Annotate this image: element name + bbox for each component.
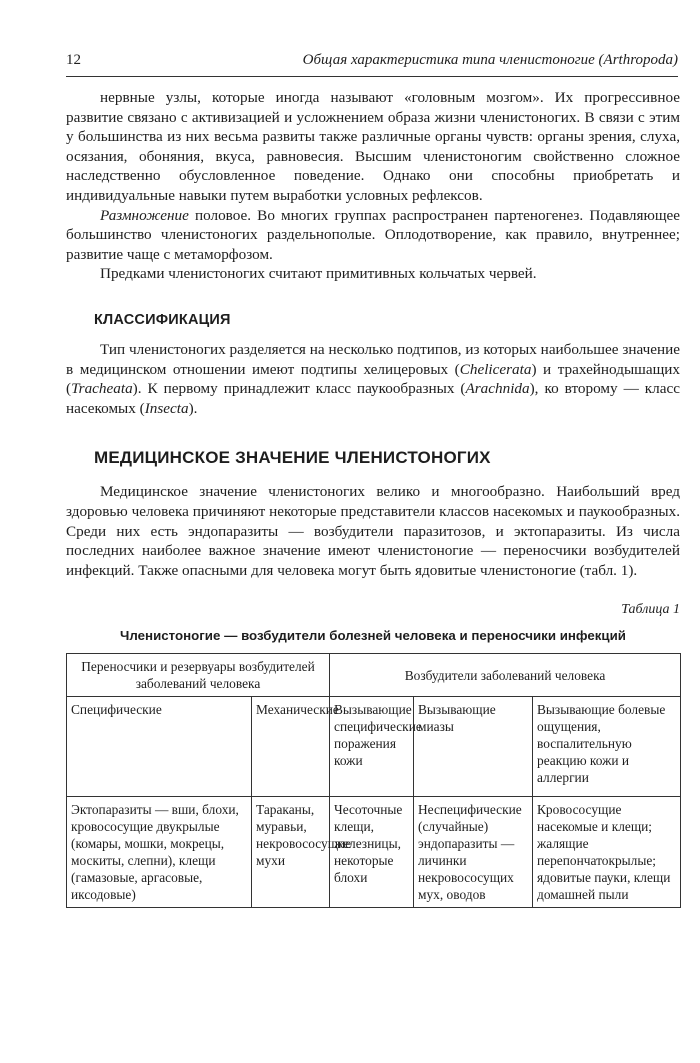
latin-chelicerata: Chelicerata <box>459 360 532 378</box>
reproduction-term: Размножение <box>100 206 189 224</box>
table-column-header-row <box>67 697 681 797</box>
latin-tracheata: Tracheata <box>71 380 133 398</box>
table-group-pathogens: Возбудители заболеваний человека <box>330 654 681 697</box>
classification-text-3: ). К первому принадлежит класс паукообразных ( <box>132 380 466 398</box>
table-column-header: Механические <box>252 697 330 797</box>
latin-insecta: Insecta <box>144 399 189 417</box>
table-column-header: Вызывающие болевые ощущения, воспалительную реакцию кожи и аллергии <box>533 697 681 797</box>
classification-paragraph <box>66 340 680 418</box>
classification-text-1: Тип членистоногих разделяется на несколько подтипов, из которых наибольшее значение в медицинском отношении имеют подтипы хелицеровых ( <box>66 340 680 378</box>
table-column-header: Вызывающие специфические поражения кожи <box>330 697 414 797</box>
table-title: Членистоногие — возбудители болезней человека и переносчики инфекций <box>120 628 626 644</box>
table-cell: Кровососущие насекомые и клещи; жалящие перепончатокрылые; ядовитые пауки, клещи домашней пыли <box>533 797 681 908</box>
table-column-header: Вызывающие миазы <box>414 697 533 797</box>
medical-paragraph: Медицинское значение членистоногих велико и многообразно. Наибольший вред здоровью человека причиняют некоторые представители классов насекомых и паукообразных. Среди них есть эндопаразиты — возбудители паразитозов, и эктопаразиты. Из числа последних наиболее важное значение имеют членистоногие — переносчики возбудителей инфекций. Также опасными для человека могут быть ядовитые членистоногие (табл. 1). <box>66 483 680 579</box>
table-label: Таблица 1 <box>621 602 680 618</box>
classification-text-2: ) и трахейнодышащих ( <box>66 360 681 398</box>
classification-heading: КЛАССИФИКАЦИЯ <box>94 311 231 328</box>
header-rule <box>66 76 678 77</box>
table-row <box>67 797 681 908</box>
table-cell: Чесоточные клещи, железницы, некоторые блохи <box>330 797 414 908</box>
latin-arachnida: Arachnida <box>465 380 530 398</box>
running-head: Общая характеристика типа членистоногие (Arthropoda) <box>302 52 678 68</box>
classification-text-5: ). <box>188 399 198 417</box>
table-group-carriers: Переносчики и резервуары возбудителей заболеваний человека <box>67 654 330 697</box>
reproduction-text: половое. Во многих группах распространен партеногенез. Подавляющее большинство членистоногих раздельнополые. Оплодотворение, как правило, внутреннее; развитие чаще с метаморфозом. <box>66 206 680 263</box>
table-column-header: Специфические <box>67 697 252 797</box>
table-group-header-row <box>67 654 681 697</box>
medical-heading: МЕДИЦИНСКОЕ ЗНАЧЕНИЕ ЧЛЕНИСТОНОГИХ <box>94 448 491 468</box>
table-cell: Неспецифические (случайные) эндопаразиты — личинки некровососущих мух, оводов <box>414 797 533 908</box>
page-content <box>66 88 680 908</box>
intro-paragraph-1: нервные узлы, которые иногда называют «головным мозгом». Их прогрессивное развитие связано с активизацией и усложнением образа жизни членистоногих. В связи с этим у большинства из них весьма развиты также различные органы чувств: органы зрения, слуха, осязания, обоняния, вкуса, равновесия. Высшим членистоногим свойственно сложное наследственно обусловленное поведение. Однако они способны приобретать и индивидуальные навыки путем выработки условных рефлексов. <box>66 89 680 204</box>
intro-paragraph-3: Предками членистоногих считают примитивных кольчатых червей. <box>100 265 537 283</box>
table-cell: Тараканы, муравьи, некровососущие мухи <box>252 797 330 908</box>
arthropods-table <box>66 653 681 908</box>
table-cell: Эктопаразиты — вши, блохи, кровососущие двукрылые (комары, мошки, мокрецы, москиты, слепни), клещи (гамазовые, аргасовые, иксодовые) <box>67 797 252 908</box>
intro-paragraph-2 <box>66 206 680 265</box>
page-number: 12 <box>66 52 81 68</box>
classification-text-4: ), ко второму — класс насекомых ( <box>66 380 680 417</box>
